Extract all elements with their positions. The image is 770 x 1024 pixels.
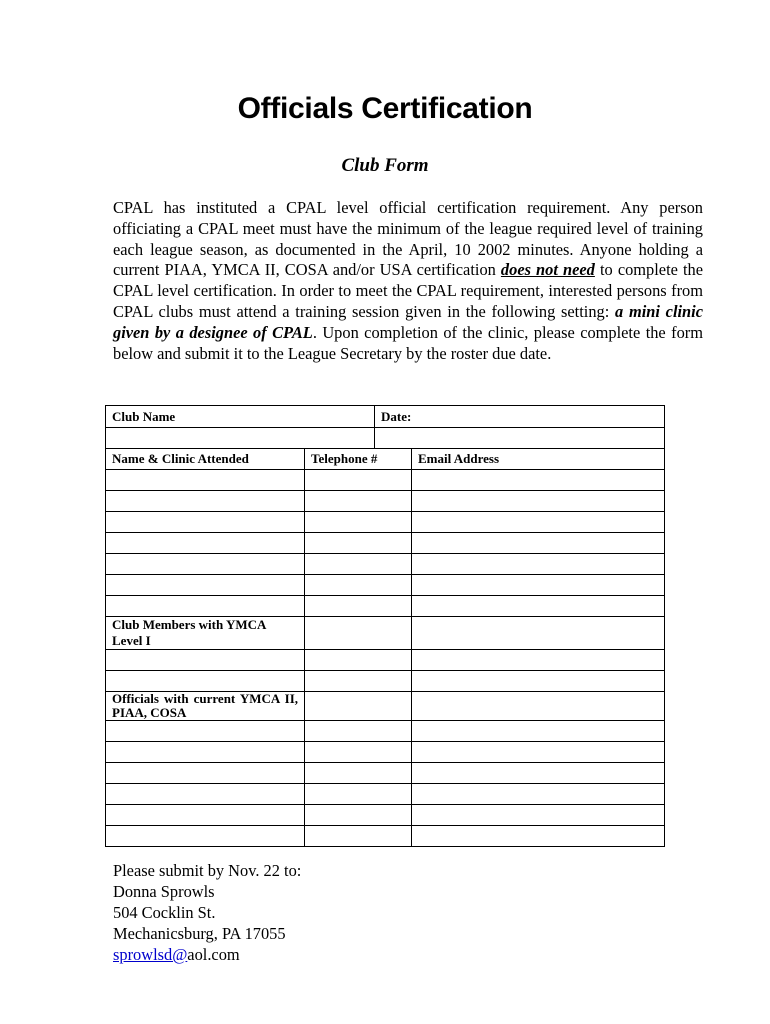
telephone-cell[interactable] bbox=[305, 650, 412, 671]
intro-text-1: CPAL has instituted a CPAL level official certification requirement. Any person officiating a CPAL meet must have the minimum of the league required level of training each league season, as documented in the April, 10 2002 minutes. Anyone holding a current PIAA, YMCA II, COSA and/or USA certification bbox=[113, 198, 703, 280]
telephone-cell[interactable] bbox=[305, 533, 412, 554]
name-cell[interactable] bbox=[106, 721, 305, 742]
table-row bbox=[106, 826, 665, 847]
intro-emphasis-mini-clinic: a mini clinic given by a designee of CPAL bbox=[113, 301, 703, 342]
telephone-cell[interactable] bbox=[305, 671, 412, 692]
column-header-row bbox=[106, 449, 665, 470]
table-row bbox=[106, 671, 665, 692]
table-row bbox=[106, 470, 665, 491]
col-header-name: Name & Clinic Attended bbox=[106, 449, 305, 470]
email-cell[interactable] bbox=[412, 826, 665, 847]
name-cell[interactable] bbox=[106, 575, 305, 596]
telephone-cell[interactable] bbox=[305, 491, 412, 512]
table-row bbox=[106, 533, 665, 554]
table-row bbox=[106, 721, 665, 742]
table-row bbox=[106, 554, 665, 575]
telephone-cell[interactable] bbox=[305, 805, 412, 826]
form-header-row bbox=[106, 406, 665, 428]
name-cell[interactable] bbox=[106, 596, 305, 617]
col-header-email: Email Address bbox=[412, 449, 665, 470]
date-field[interactable] bbox=[375, 428, 665, 449]
telephone-cell[interactable] bbox=[305, 784, 412, 805]
email-cell[interactable] bbox=[412, 617, 665, 650]
table-row bbox=[106, 650, 665, 671]
email-cell[interactable] bbox=[412, 470, 665, 491]
telephone-cell[interactable] bbox=[305, 575, 412, 596]
email-address bbox=[113, 944, 301, 965]
table-row bbox=[106, 763, 665, 784]
city-state-zip: Mechanicsburg, PA 17055 bbox=[113, 924, 286, 943]
email-link[interactable]: sprowlsd@ bbox=[113, 945, 188, 964]
name-cell[interactable] bbox=[106, 784, 305, 805]
email-cell[interactable] bbox=[412, 596, 665, 617]
submit-instruction: Please submit by Nov. 22 to: bbox=[113, 861, 302, 880]
table-row bbox=[106, 596, 665, 617]
telephone-cell[interactable] bbox=[305, 826, 412, 847]
telephone-cell[interactable] bbox=[305, 554, 412, 575]
page-title: Officials Certification bbox=[237, 92, 533, 125]
recipient-name: Donna Sprowls bbox=[113, 882, 215, 901]
telephone-cell[interactable] bbox=[305, 512, 412, 533]
email-cell[interactable] bbox=[412, 554, 665, 575]
section-row-ymca-level-1 bbox=[106, 617, 665, 650]
name-cell[interactable] bbox=[106, 491, 305, 512]
intro-emphasis-does-not-need: does not need bbox=[500, 260, 595, 280]
name-cell[interactable] bbox=[106, 512, 305, 533]
form-header-entry-row bbox=[106, 428, 665, 449]
section-label-officials: Officials with current YMCA II, PIAA, COSA bbox=[106, 692, 305, 721]
section-row-officials bbox=[106, 692, 665, 721]
email-cell[interactable] bbox=[412, 575, 665, 596]
name-cell[interactable] bbox=[106, 742, 305, 763]
table-row bbox=[106, 575, 665, 596]
date-label: Date: bbox=[375, 406, 665, 428]
email-cell[interactable] bbox=[412, 763, 665, 784]
intro-text-3: . Upon completion of the clinic, please complete the form below and submit it to the League Secretary by the roster due date. bbox=[113, 322, 703, 363]
telephone-cell[interactable] bbox=[305, 721, 412, 742]
name-cell[interactable] bbox=[106, 805, 305, 826]
email-cell[interactable] bbox=[412, 805, 665, 826]
street-address: 504 Cocklin St. bbox=[113, 903, 216, 922]
telephone-cell[interactable] bbox=[305, 470, 412, 491]
page-subtitle: Club Form bbox=[341, 155, 429, 176]
name-cell[interactable] bbox=[106, 554, 305, 575]
table-row bbox=[106, 805, 665, 826]
name-cell[interactable] bbox=[106, 671, 305, 692]
email-cell[interactable] bbox=[412, 692, 665, 721]
table-row bbox=[106, 742, 665, 763]
email-cell[interactable] bbox=[412, 491, 665, 512]
email-cell[interactable] bbox=[412, 784, 665, 805]
table-row bbox=[106, 784, 665, 805]
email-domain: aol.com bbox=[187, 945, 240, 964]
table-row bbox=[106, 512, 665, 533]
intro-paragraph bbox=[113, 198, 703, 364]
section-label-ymca-level-1: Club Members with YMCA Level I bbox=[106, 617, 305, 650]
intro-text-2: to complete the CPAL level certification. In order to meet the CPAL requirement, interested persons from CPAL clubs must attend a training session given in the following setting: bbox=[113, 260, 704, 321]
name-cell[interactable] bbox=[106, 650, 305, 671]
telephone-cell[interactable] bbox=[305, 763, 412, 784]
email-cell[interactable] bbox=[412, 650, 665, 671]
name-cell[interactable] bbox=[106, 826, 305, 847]
telephone-cell[interactable] bbox=[305, 742, 412, 763]
telephone-cell[interactable] bbox=[305, 692, 412, 721]
certification-form-table bbox=[105, 405, 665, 847]
telephone-cell[interactable] bbox=[305, 617, 412, 650]
name-cell[interactable] bbox=[106, 533, 305, 554]
table-row bbox=[106, 491, 665, 512]
col-header-telephone: Telephone # bbox=[305, 449, 412, 470]
submission-address-block bbox=[113, 860, 301, 965]
name-cell[interactable] bbox=[106, 470, 305, 491]
email-cell[interactable] bbox=[412, 671, 665, 692]
email-cell[interactable] bbox=[412, 533, 665, 554]
club-name-field[interactable] bbox=[106, 428, 375, 449]
club-name-label: Club Name bbox=[106, 406, 375, 428]
name-cell[interactable] bbox=[106, 763, 305, 784]
telephone-cell[interactable] bbox=[305, 596, 412, 617]
email-cell[interactable] bbox=[412, 742, 665, 763]
email-cell[interactable] bbox=[412, 512, 665, 533]
email-cell[interactable] bbox=[412, 721, 665, 742]
